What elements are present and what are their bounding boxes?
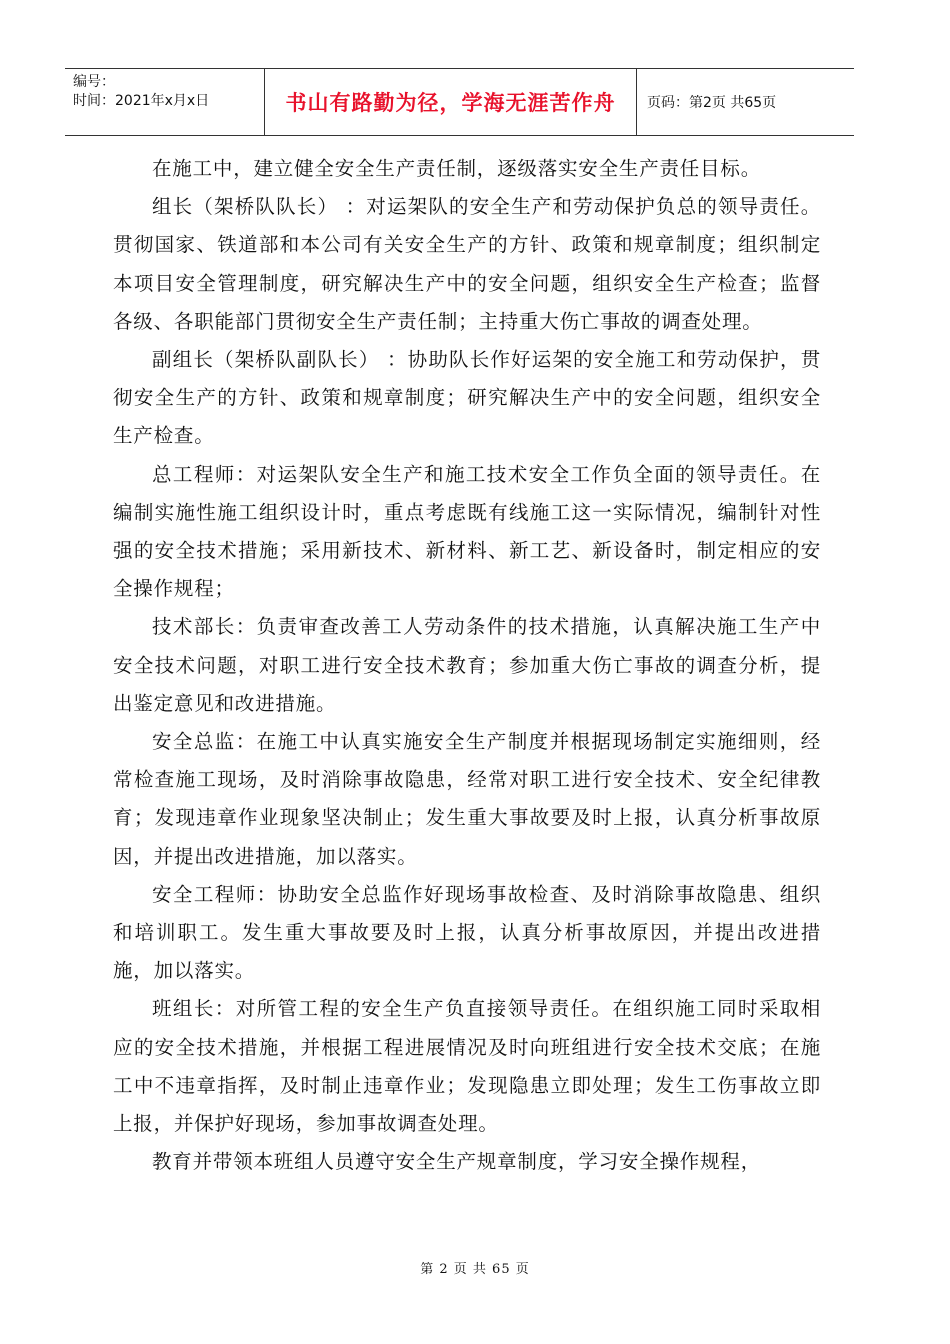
document-body <box>113 150 821 1181</box>
page-header <box>65 68 854 136</box>
page-footer: 第 2 页 共 65 页 <box>420 1262 530 1277</box>
paragraph: 技术部长：负责审查改善工人劳动条件的技术措施，认真解决施工生产中安全技术问题，对职工进行安全技术教育；参加重大伤亡事故的调查分析，提出鉴定意见和改进措施。 <box>113 615 821 715</box>
paragraph: 教育并带领本班组人员遵守安全生产规章制度，学习安全操作规程， <box>152 1150 762 1174</box>
paragraph: 安全工程师：协助安全总监作好现场事故检查、及时消除事故隐患、组织和培训职工。发生重大事故要及时上报，认真分析事故原因，并提出改进措施，加以落实。 <box>113 882 821 983</box>
paragraph: 在施工中，建立健全安全生产责任制，逐级落实安全生产责任目标。 <box>152 157 762 180</box>
paragraph: 班组长：对所管工程的安全生产负直接领导责任。在组织施工同时采取相应的安全技术措施，并根据工程进展情况及时向班组进行安全技术交底；在施工中不违章指挥，及时制止违章作业；发现隐患立即处理；发生工伤事故立即上报，并保护好现场，参加事故调查处理。 <box>113 997 821 1136</box>
header-meta <box>65 69 265 135</box>
header-motto: 书山有路勤为径，学海无涯苦作舟 <box>265 69 637 135</box>
code-label: 编号： <box>73 74 115 90</box>
header-page-info: 页码：第2页 共65页 <box>647 95 777 111</box>
paragraph: 总工程师：对运架队安全生产和施工技术安全工作负全面的领导责任。在编制实施性施工组织设计时，重点考虑既有线施工这一实际情况，编制针对性强的安全技术措施；采用新技术、新材料、新工艺、新设备时，制定相应的安全操作规程； <box>113 462 821 601</box>
paragraph: 组长（架桥队队长） ：对运架队的安全生产和劳动保护负总的领导责任。贯彻国家、铁道部和本公司有关安全生产的方针、政策和规章制度；组织制定本项目安全管理制度，研究解决生产中的安全问题，组织安全生产检查；监督各级、各职能部门贯彻安全生产责任制；主持重大伤亡事故的调查处理。 <box>113 195 821 333</box>
paragraph: 安全总监：在施工中认真实施安全生产制度并根据现场制定实施细则，经常检查施工现场，及时消除事故隐患，经常对职工进行安全技术、安全纪律教育；发现违章作业现象坚决制止；发生重大事故要及时上报，认真分析事故原因，并提出改进措施，加以落实。 <box>113 730 821 868</box>
paragraph: 副组长（架桥队副队长） ：协助队长作好运架的安全施工和劳动保护，贯彻安全生产的方针、政策和规章制度；研究解决生产中的安全问题，组织安全生产检查。 <box>113 348 821 448</box>
time-label: 时间：2021年x月x日 <box>73 93 210 109</box>
